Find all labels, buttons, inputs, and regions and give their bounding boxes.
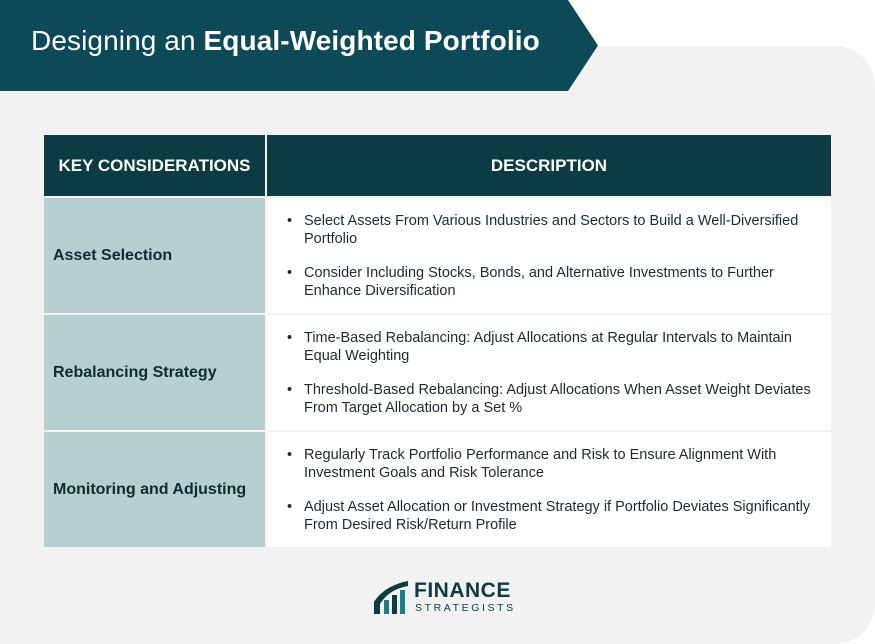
bullet-list	[287, 329, 811, 417]
bullet-item: • Regularly Track Portfolio Performance and Risk to Ensure Alignment With Investment Goals and Risk Tolerance	[287, 446, 811, 482]
finance-strategists-logo	[372, 578, 516, 616]
bullet-list	[287, 446, 811, 534]
row-description	[265, 430, 831, 547]
considerations-table	[44, 135, 831, 547]
bullet-item: • Time-Based Rebalancing: Adjust Allocations at Regular Intervals to Maintain Equal Weighting	[287, 329, 811, 365]
table-row	[44, 430, 831, 547]
row-key-monitoring-and-adjusting: Monitoring and Adjusting	[44, 430, 265, 547]
bullet-item: • Threshold-Based Rebalancing: Adjust Allocations When Asset Weight Deviates From Target Allocation by a Set %	[287, 381, 811, 417]
page-title	[31, 25, 540, 57]
title-regular: Designing an	[31, 25, 204, 56]
header-key-considerations: KEY CONSIDERATIONS	[44, 135, 265, 196]
bullet-item: • Select Assets From Various Industries and Sectors to Build a Well-Diversified Portfolio	[287, 212, 811, 248]
logo-text-strategists: STRATEGISTS	[415, 602, 516, 614]
table-row	[44, 313, 831, 430]
logo-text-finance: FINANCE	[414, 579, 511, 602]
bullet-item: • Adjust Asset Allocation or Investment Strategy if Portfolio Deviates Significantly From Desired Risk/Return Profile	[287, 498, 811, 534]
row-description	[265, 313, 831, 430]
table-row	[44, 196, 831, 313]
header-description: DESCRIPTION	[265, 135, 831, 196]
logo-mark-icon	[372, 578, 410, 616]
table-header-row	[44, 135, 831, 196]
row-key-asset-selection: Asset Selection	[44, 196, 265, 313]
row-key-rebalancing-strategy: Rebalancing Strategy	[44, 313, 265, 430]
title-bold: Equal-Weighted Portfolio	[203, 25, 540, 56]
row-description	[265, 196, 831, 313]
bullet-item: • Consider Including Stocks, Bonds, and Alternative Investments to Further Enhance Diversification	[287, 264, 811, 300]
title-banner	[0, 0, 600, 91]
bullet-list	[287, 212, 811, 300]
